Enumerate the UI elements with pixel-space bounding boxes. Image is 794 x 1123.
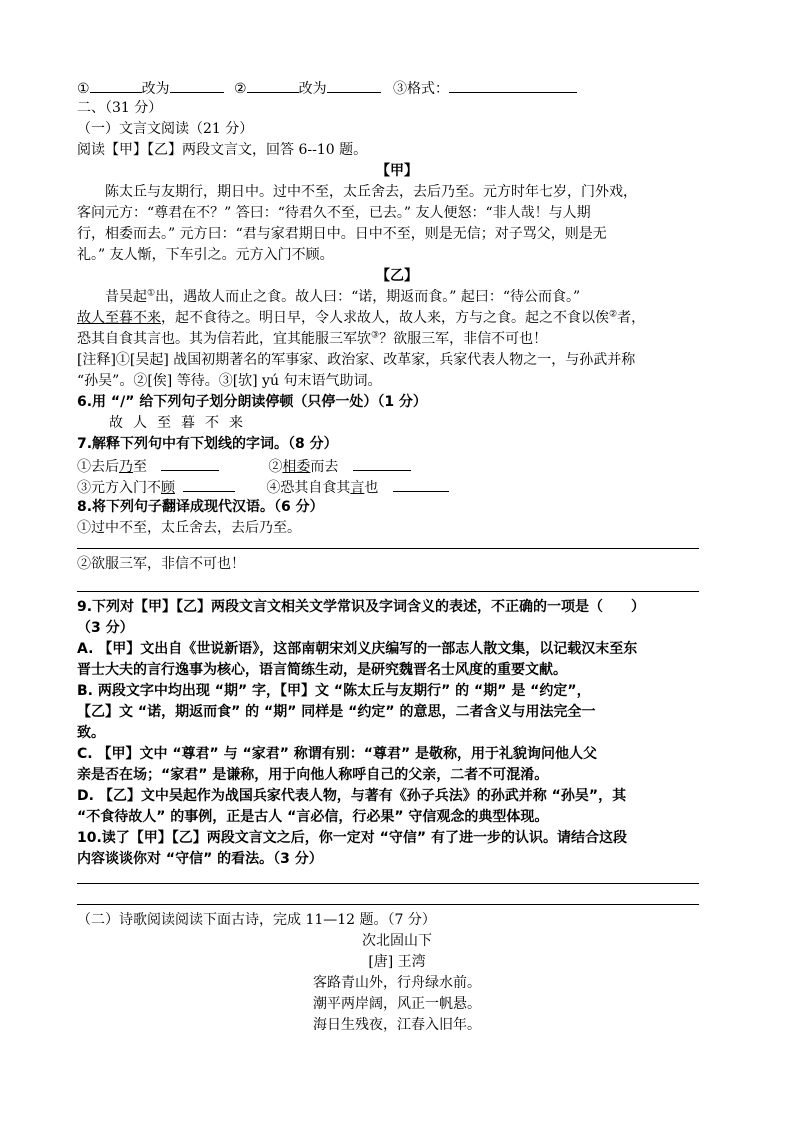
option-b-cont: 致。 — [77, 725, 105, 741]
question-10-stem-cont: 内容谈谈你对 “守信” 的看法。（3 分） — [77, 851, 323, 867]
answer-blank[interactable] — [247, 77, 299, 93]
underlined-word: 乃 — [119, 459, 133, 475]
option-a[interactable]: A. 【甲】文出自《世说新语》，这部南朝宋刘义庆编写的一部志人散文集，以记载汉末至东 — [77, 641, 638, 657]
option-b-cont: 【乙】文 “诺，期返而食” 的 “期” 同样是 “约定” 的意思，二者含义与用法完全一 — [77, 704, 596, 720]
item-text: ④恐其自食其 — [266, 480, 351, 496]
option-a-cont: 晋士大夫的言行逸事为核心，语言简练生动，是研究魏晋名士风度的重要文献。 — [77, 662, 567, 678]
instruction-text: 阅读【甲】【乙】两段文言文，回答 6--10 题。 — [77, 142, 368, 158]
answer-line[interactable] — [77, 883, 699, 884]
poem-line: 潮平两岸阔，风正一帆悬。 — [313, 996, 481, 1012]
item-text: 也 — [364, 480, 379, 496]
fill-num-3: ③格式： — [393, 81, 450, 97]
answer-blank[interactable] — [183, 476, 235, 492]
notes-line: “孙吴”。②[俟] 等待。③[欤] yú 句末语气助词。 — [77, 373, 382, 389]
footnote-marker: ① — [147, 288, 156, 299]
question-7-stem: 7.解释下列句中有下划线的字词。（8 分） — [77, 436, 338, 452]
answer-blank[interactable] — [449, 77, 577, 93]
question-9-stem: 9.下列对【甲】【乙】两段文言文相关文学常识及字词含义的表述，不正确的一项是（ ） — [77, 599, 646, 615]
passage-yi-line — [77, 308, 645, 328]
notes-line: [注释]①[吴起] 战国初期著名的军事家、政治家、改革家，兵家代表人物之一，与孙武并称 — [77, 352, 636, 368]
part2-header: （二）诗歌阅读阅读下面古诗，完成 11—12 题。（7 分） — [77, 912, 436, 928]
passage-yi-line — [105, 287, 580, 307]
option-c-cont: 亲是否在场；“家君” 是谦称，用于向他人称呼自己的父亲，二者不可混淆。 — [77, 767, 549, 783]
answer-blank[interactable] — [327, 77, 381, 93]
question-7-row — [77, 476, 449, 498]
passage-yi-line — [77, 329, 547, 349]
passage-jia-title: 【甲】 — [376, 163, 418, 179]
question-6-stem: 6.用 “/” 给下列句子划分朗读停顿（只停一处）（1 分） — [77, 394, 427, 410]
item-text: 至 — [133, 459, 147, 475]
passage-yi-title: 【乙】 — [376, 268, 418, 284]
passage-yi-text: 恐其自食其言也。其为信若此，宜其能服三军欤 — [77, 331, 371, 347]
passage-yi-text: 出，遇故人而止之食。故人曰：“诺，期返而食。” 起曰：“待公而食。” — [155, 289, 581, 305]
passage-jia-line: 行，相委而去。” 元方曰：“君与家君期日中。日中不至，则是无信；对子骂父，则是无 — [77, 226, 607, 242]
footnote-marker: ③ — [371, 330, 380, 341]
option-d-cont: “不食待故人” 的事例，正是古人 “言必信，行必果” 守信观念的典型体现。 — [77, 809, 549, 825]
question-10-stem: 10.读了【甲】【乙】两段文言文之后，你一定对 “守信” 有了进一步的认识。请结合这段 — [77, 830, 627, 846]
passage-yi-text: 昔吴起 — [105, 289, 147, 305]
question-7-row — [77, 455, 411, 477]
answer-line[interactable] — [77, 591, 699, 592]
item-text: ③元方入门不 — [77, 480, 161, 496]
passage-jia-line: 陈太丘与友期行，期日中。过中不至，太丘舍去，去后乃至。元方时年七岁，门外戏， — [105, 184, 637, 200]
question-8-stem: 8.将下列句子翻译成现代汉语。（6 分） — [77, 499, 324, 515]
underlined-word: 相委 — [282, 459, 311, 475]
underlined-sentence: 故人至暮不来 — [77, 310, 161, 326]
question-6-sentence[interactable]: 故人至暮不来 — [109, 415, 253, 431]
poem-line: 客路青山外，行舟绿水前。 — [313, 975, 481, 991]
item-text: ② — [268, 459, 283, 475]
passage-jia-line: 客问元方：“尊君在不？” 答曰：“待君久不至，已去。” 友人便怒：“非人哉！与人期 — [77, 205, 591, 221]
answer-line[interactable] — [77, 548, 699, 549]
fill-change-1: 改为 — [141, 81, 170, 97]
poem-line: 海日生残夜，江春入旧年。 — [313, 1017, 481, 1033]
item-text: ①去后 — [77, 459, 119, 475]
option-d[interactable]: D. 【乙】文中吴起作为战国兵家代表人物，与著有《孙子兵法》的孙武并称 “孙吴”，其 — [77, 788, 627, 804]
poem-title: 次北固山下 — [362, 933, 432, 949]
answer-line[interactable] — [77, 904, 699, 905]
footnote-marker: ② — [609, 309, 618, 320]
answer-blank[interactable] — [161, 455, 219, 471]
correction-fill-row — [77, 77, 577, 99]
answer-blank[interactable] — [170, 77, 224, 93]
underlined-word: 顾 — [161, 480, 175, 496]
option-b[interactable]: B. 两段文字中均出现 “期” 字，【甲】文 “陈太丘与友期行” 的 “期” 是 “约定”， — [77, 683, 591, 699]
passage-yi-text: 者， — [617, 310, 646, 326]
underlined-word: 言 — [350, 480, 365, 496]
fill-num-2: ② — [234, 81, 247, 97]
fill-num-1: ① — [77, 81, 90, 97]
passage-yi-text: ，起不食待之。明日早，令人求故人，故人来，方与之食。起之不食以俟 — [161, 310, 609, 326]
question-8-sentence-2: ②欲服三军，非信不可也！ — [77, 556, 245, 572]
section2-header: 二、（31 分） — [77, 100, 163, 116]
passage-jia-line: 礼。” 友人惭，下车引之。元方入门不顾。 — [77, 247, 334, 263]
answer-blank[interactable] — [393, 476, 449, 492]
question-8-sentence-1: ①过中不至，太丘舍去，去后乃至。 — [77, 520, 301, 536]
answer-blank[interactable] — [90, 77, 142, 93]
option-c[interactable]: C. 【甲】文中 “尊君” 与 “家君” 称谓有别：“尊君” 是敬称，用于礼貌询问他人父 — [77, 746, 598, 762]
part1-header: （一）文言文阅读（21 分） — [77, 121, 254, 137]
passage-yi-text: ？欲服三军，非信不可也！ — [379, 331, 548, 347]
fill-change-2: 改为 — [298, 81, 327, 97]
poem-author: [唐] 王湾 — [368, 954, 426, 970]
item-text: 而去 — [310, 459, 339, 475]
question-9-score: （3 分） — [77, 620, 134, 636]
answer-blank[interactable] — [353, 455, 411, 471]
